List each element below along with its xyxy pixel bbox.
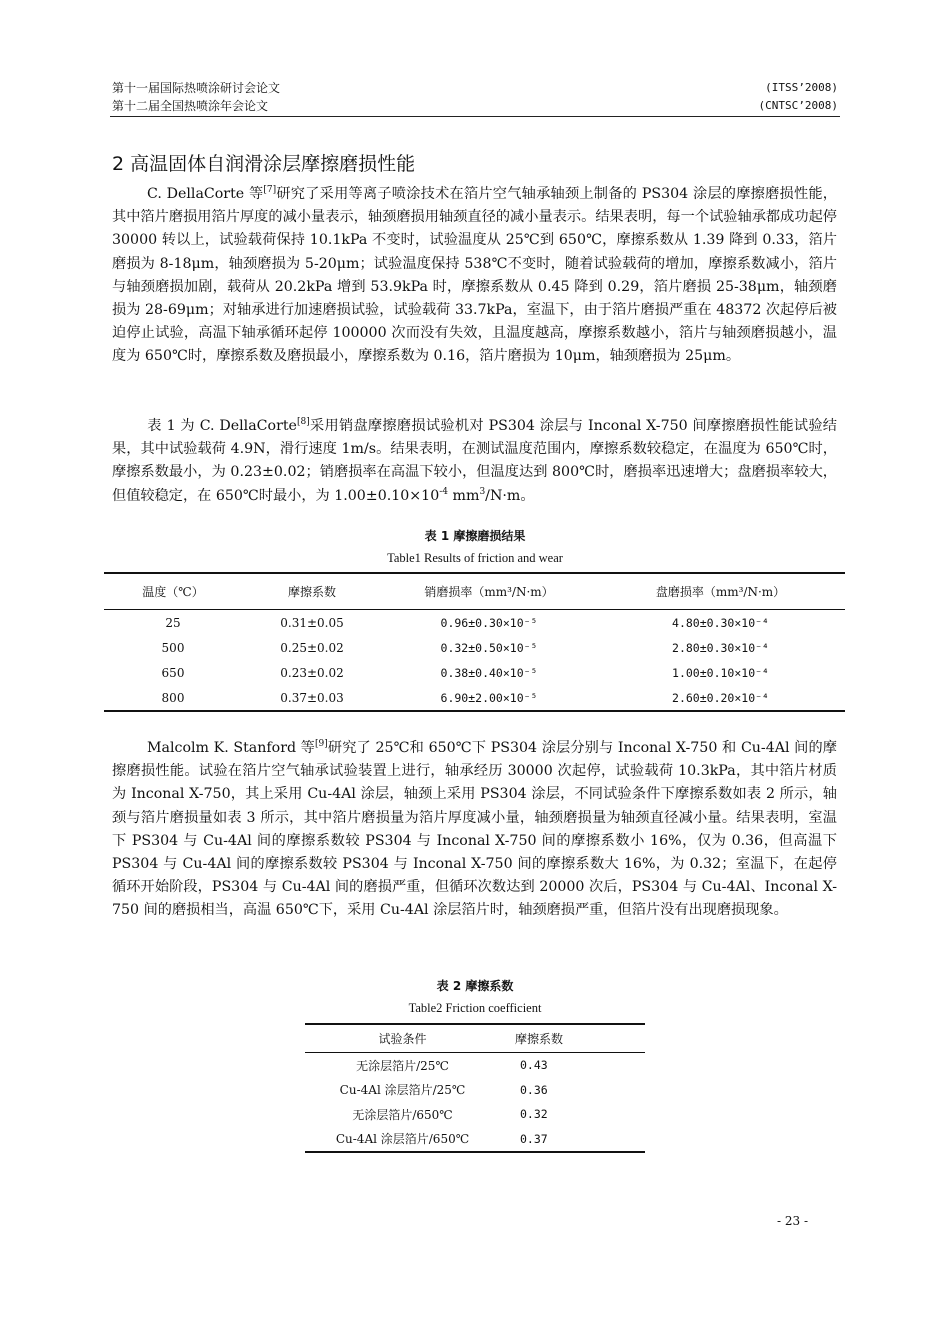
running-header-line1 bbox=[112, 80, 838, 96]
table-cell: 650 bbox=[161, 665, 185, 680]
table-cell: 0.37 bbox=[520, 1131, 548, 1146]
citation-7: [7] bbox=[263, 185, 277, 195]
header-rule bbox=[110, 116, 840, 117]
conference-code-2: (CNTSC’2008) bbox=[758, 99, 838, 112]
table2-caption-en: Table2 Friction coefficient bbox=[408, 1001, 542, 1015]
table-cell: 6.90±2.00×10⁻⁵ bbox=[440, 690, 538, 705]
table1-caption-cn: 表 1 摩擦磨损结果 bbox=[424, 529, 526, 543]
table2-header-cell: 摩擦系数 bbox=[500, 1024, 645, 1053]
table1-header-cell: 温度（℃） bbox=[104, 573, 242, 610]
conference-title-2: 第十二届全国热喷涂年会论文 bbox=[112, 99, 269, 113]
table-row bbox=[104, 685, 845, 711]
table-row bbox=[305, 1053, 645, 1078]
table-cell: 0.25±0.02 bbox=[280, 640, 344, 655]
p1-body: 研究了采用等离子喷涂技术在箔片空气轴承轴颈上制备的 PS304 涂层的摩擦磨损性能，其中箔片磨损用箔片厚度的减小量表示，轴颈磨损用轴颈直径的减小量表示。结果表明，每一个试验轴承都成功起停 30000 转以上，试验载荷保持 10.1kPa 不变时，试验温度从 25℃到 650℃，摩擦系数从 1.39 降到 0.33，箔片磨损为 8-18μm，轴颈磨损为 5-20μm；试验温度保持 538℃不变时，随着试验载荷的增加，摩擦系数减小，箔片与轴颈磨损加剧，载荷从 20.2kPa 增到 53.9kPa 时，摩擦系数从 0.45 降到 0.29，箔片磨损 25-38μm，轴颈磨损为 28-69μm；对轴承进行加速磨损试验，试验载荷 33.7kPa，室温下，由于箔片磨损严重在 48372 次起停后被迫停止试验，高温下轴承循环起停 100000 次而没有失效，且温度越高，摩擦系数越小，箔片与轴颈磨损越小，温度为 650℃时，摩擦系数及磨损最小，摩擦系数为 0.16，箔片磨损为 10μm，轴颈磨损为 25μm。 bbox=[112, 186, 837, 365]
table-cell: 2.80±0.30×10⁻⁴ bbox=[672, 640, 769, 655]
table-cell: 800 bbox=[161, 690, 185, 705]
p2-unit: mm bbox=[448, 487, 480, 504]
p2-lead: 表 1 为 C. DellaCorte bbox=[147, 418, 297, 434]
table-cell: 2.60±0.20×10⁻⁴ bbox=[672, 690, 769, 705]
p2-exponent: -4 bbox=[439, 486, 449, 497]
table-cell: 1.00±0.10×10⁻⁴ bbox=[672, 665, 769, 680]
paragraph-1 bbox=[112, 183, 837, 369]
p2-end: /N·m。 bbox=[485, 487, 535, 504]
citation-8: [8] bbox=[296, 417, 310, 427]
section-title: 2 高温固体自润滑涂层摩擦磨损性能 bbox=[112, 153, 416, 175]
conference-code-1: (ITSS’2008) bbox=[765, 81, 838, 94]
table-cell: 0.43 bbox=[520, 1058, 548, 1073]
table-cell: 500 bbox=[161, 640, 185, 655]
paragraph-3 bbox=[112, 737, 837, 923]
table-cell: 0.96±0.30×10⁻⁵ bbox=[440, 615, 538, 630]
table1-header-cell: 销磨损率（mm³/N·m） bbox=[382, 573, 596, 610]
p2-body: 采用销盘摩擦磨损试验机对 PS304 涂层与 Inconal X-750 间摩擦磨损性能试验结果，其中试验载荷 4.9N，滑行速度 1m/s。结果表明，在测试温度范围内，摩擦系数较稳定，在温度为 650℃时，摩擦系数最小，为 0.23±0.02；销磨损率在高温下较小，但温度达到 800℃时，磨损率迅速增大；盘磨损率较大，但值较稳定，在 650℃时最小，为 1.00±0.10×10 bbox=[112, 418, 837, 504]
table-cell: 0.32 bbox=[520, 1107, 548, 1122]
table-cell: 4.80±0.30×10⁻⁴ bbox=[672, 615, 769, 630]
p3-lead: Malcolm K. Stanford 等 bbox=[147, 740, 315, 756]
table-cell: 0.36 bbox=[520, 1082, 548, 1097]
running-header-line2 bbox=[112, 98, 838, 114]
table-row bbox=[104, 610, 845, 636]
table-cell: 0.38±0.40×10⁻⁵ bbox=[440, 665, 538, 680]
table1-header-cell: 摩擦系数 bbox=[242, 573, 382, 610]
table-cell: Cu-4Al 涂层箔片/650℃ bbox=[335, 1132, 470, 1147]
table2-header-row bbox=[305, 1024, 645, 1053]
table-cell: 0.23±0.02 bbox=[280, 665, 344, 680]
p3-body: 研究了 25℃和 650℃下 PS304 涂层分别与 Inconal X-750 和 Cu-4Al 间的摩擦磨损性能。试验在箔片空气轴承试验装置上进行，轴承经历 30000 次起停，试验载荷 10.3kPa，其中箔片材质为 Inconal X-750，其上采用 Cu-4Al 涂层，轴颈上采用 PS304 涂层，不同试验条件下摩擦系数如表 2 所示，轴颈与箔片磨损量如表 3 所示，其中箔片磨损量为箔片厚度减小量，轴颈磨损量为轴颈直径减小量。结果表明，室温下 PS304 与 Cu-4Al 间的摩擦系数较 PS304 与 Inconal X-750 间的摩擦系数小 16%，仅为 0.36，但高温下 PS304 与 Cu-4Al 间的摩擦系数较 PS304 与 Inconal X-750 间的摩擦系数大 16%，为 0.32；室温下，在起停循环开始阶段，PS304 与 Cu-4Al 间的磨损严重，但循环次数达到 20000 次后，PS304 与 Cu-4Al、Inconal X-750 间的磨损相当，高温 650℃下，采用 Cu-4Al 涂层箔片时，轴颈磨损严重，但箔片没有出现磨损现象。 bbox=[112, 740, 837, 919]
p1-lead: C. DellaCorte 等 bbox=[147, 186, 264, 202]
table-row bbox=[305, 1078, 645, 1103]
table1-header-row bbox=[104, 573, 845, 610]
table-cell: 0.37±0.03 bbox=[280, 690, 344, 705]
table-row bbox=[104, 635, 845, 660]
table-cell: 无涂层箔片/650℃ bbox=[352, 1107, 453, 1122]
table1-caption-en: Table1 Results of friction and wear bbox=[387, 551, 563, 565]
citation-9: [9] bbox=[315, 739, 328, 749]
p2-unit-exponent: 3 bbox=[479, 486, 486, 497]
table2-header-cell: 试验条件 bbox=[305, 1024, 500, 1053]
table-row bbox=[305, 1102, 645, 1127]
conference-title-1: 第十一届国际热喷涂研讨会论文 bbox=[112, 81, 281, 95]
table1-friction-wear bbox=[104, 572, 845, 712]
table1-header-cell: 盘磨损率（mm³/N·m） bbox=[596, 573, 845, 610]
table-cell: 25 bbox=[165, 615, 181, 630]
table-row bbox=[305, 1127, 645, 1153]
table-cell: 无涂层箔片/25℃ bbox=[356, 1058, 449, 1073]
page-number: - 23 - bbox=[776, 1214, 808, 1228]
table-row bbox=[104, 660, 845, 685]
table-cell: 0.32±0.50×10⁻⁵ bbox=[440, 640, 538, 655]
table-cell: 0.31±0.05 bbox=[280, 615, 344, 630]
table-cell: Cu-4Al 涂层箔片/25℃ bbox=[339, 1083, 466, 1098]
table2-caption-cn: 表 2 摩擦系数 bbox=[436, 979, 514, 993]
paragraph-2 bbox=[112, 415, 837, 508]
table2-friction-coefficient bbox=[305, 1023, 645, 1153]
